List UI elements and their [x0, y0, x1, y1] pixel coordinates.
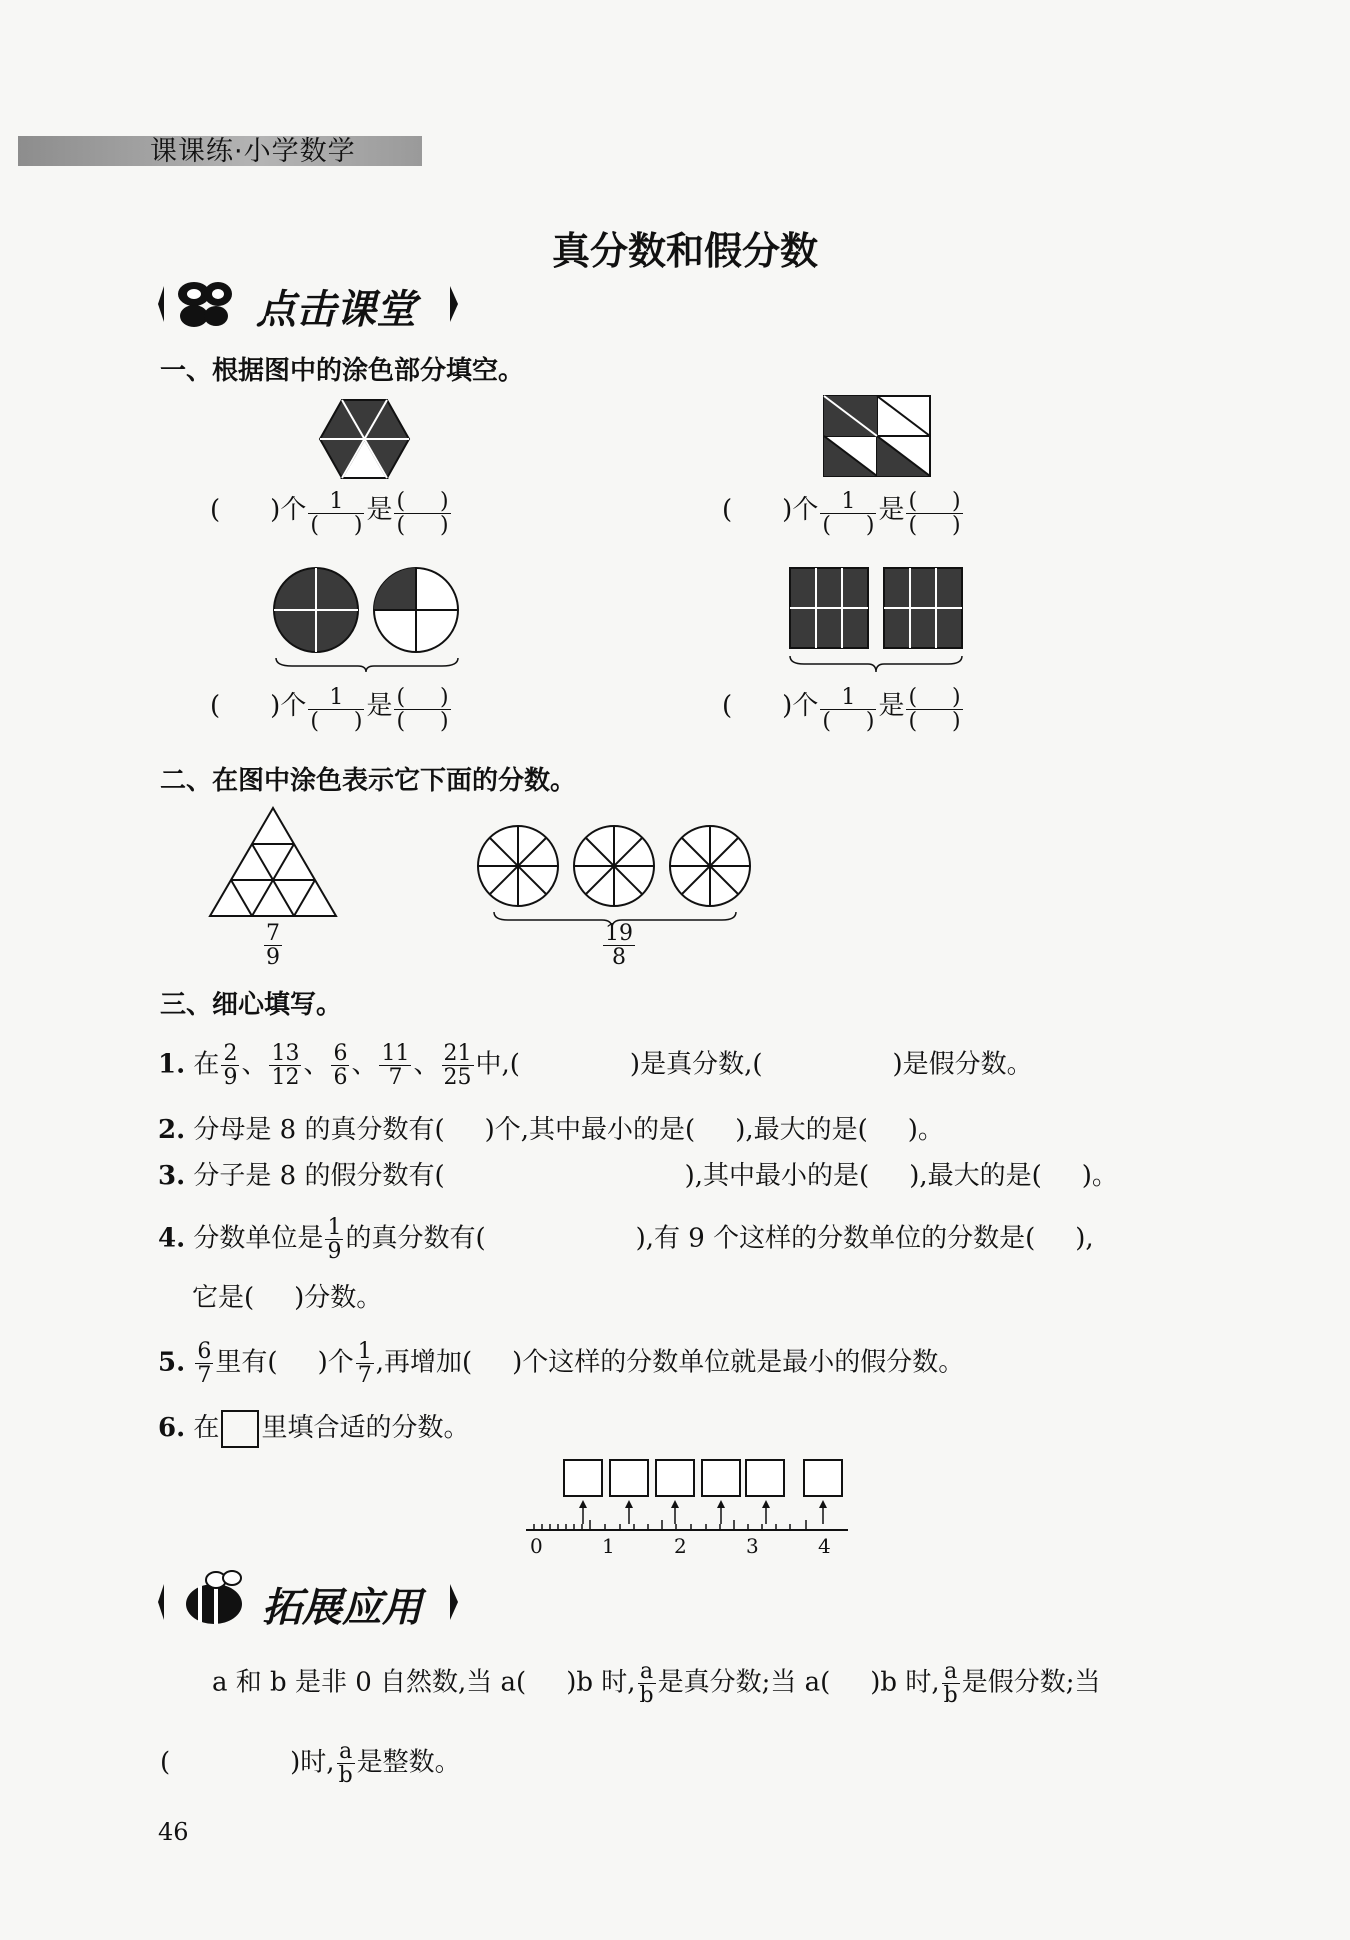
- section-title-2: 拓展应用: [262, 1585, 422, 1631]
- q1-row-2b: ( )个 $\frac{1}{( )}$ 是 $\frac{( )}{( )}$: [722, 685, 961, 735]
- triangle-grid-figure: [208, 806, 338, 918]
- q3-item-1: 1. 在 $\frac{2}{9}$ 、 $\frac{13}{12}$ 、 $\frac{6}{6}$ 、 $\frac{11}{7}$ 、 $\frac{21}{25}$ 中,( )是真分数,( )是假分数。: [158, 1041, 1033, 1091]
- apply-line-2: ( )时, $\frac{a}{b}$ 是整数。: [160, 1739, 461, 1789]
- q3-item-3: 3. 分子是 8 的假分数有( ),其中最小的是( ),最大的是( )。: [158, 1161, 1118, 1191]
- apply-line-1: a 和 b 是非 0 自然数,当 a( )b 时, $\frac{a}{b}$ 是真分数;当 a( )b 时, $\frac{a}{b}$ 是假分数;当: [212, 1659, 1101, 1709]
- page-number: 46: [158, 1818, 189, 1846]
- section-title-1: 点击课堂: [256, 287, 416, 333]
- q1-title: 一、根据图中的涂色部分填空。: [160, 356, 525, 386]
- circles-figure: [272, 566, 462, 672]
- q2-title: 二、在图中涂色表示它下面的分数。: [160, 766, 577, 796]
- tick-label-4: 4: [818, 1534, 831, 1558]
- hexagon-figure: [320, 400, 410, 478]
- q1-row-1b: ( )个 $\frac{1}{( )}$ 是 $\frac{( )}{( )}$: [722, 489, 961, 539]
- q3-item-4: 4. 分数单位是 $\frac{1}{9}$ 的真分数有( ),有 9 个这样的分数单位的分数是( ),: [158, 1215, 1094, 1265]
- tick-label-2: 2: [674, 1534, 687, 1558]
- page-title: 真分数和假分数: [551, 229, 818, 273]
- section-badge-2: [158, 1566, 458, 1636]
- q1-row-2a: ( )个 $\frac{1}{( )}$ 是 $\frac{( )}{( )}$: [210, 685, 449, 735]
- q2-frac-2: $\frac{19}{8}$: [605, 921, 633, 971]
- tick-label-0: 0: [530, 1534, 543, 1558]
- section-badge-1: [158, 272, 458, 336]
- square-triangles-figure: [824, 396, 930, 476]
- q2-frac-1: $\frac{7}{9}$: [266, 921, 280, 971]
- q3-item-4-cont: 它是( )分数。: [192, 1283, 383, 1313]
- tick-label-1: 1: [602, 1534, 615, 1558]
- rectangles-figure: [790, 568, 964, 672]
- q3-item-5: 5. $\frac{6}{7}$ 里有( )个 $\frac{1}{7}$ ,再增加( )个这样的分数单位就是最小的假分数。: [158, 1339, 965, 1389]
- q3-item-6: 6. 在 里填合适的分数。: [158, 1408, 469, 1448]
- header-text: 课课练·小学数学: [150, 136, 356, 167]
- wheel-circles-figure: [476, 826, 752, 936]
- tick-label-3: 3: [746, 1534, 759, 1558]
- q3-title: 三、细心填写。: [160, 990, 343, 1020]
- number-line-labels: [526, 1534, 856, 1562]
- q3-item-2: 2. 分母是 8 的真分数有( )个,其中最小的是( ),最大的是( )。: [158, 1115, 944, 1145]
- q1-row-1a: ( )个 $\frac{1}{( )}$ 是 $\frac{( )}{( )}$: [210, 489, 449, 539]
